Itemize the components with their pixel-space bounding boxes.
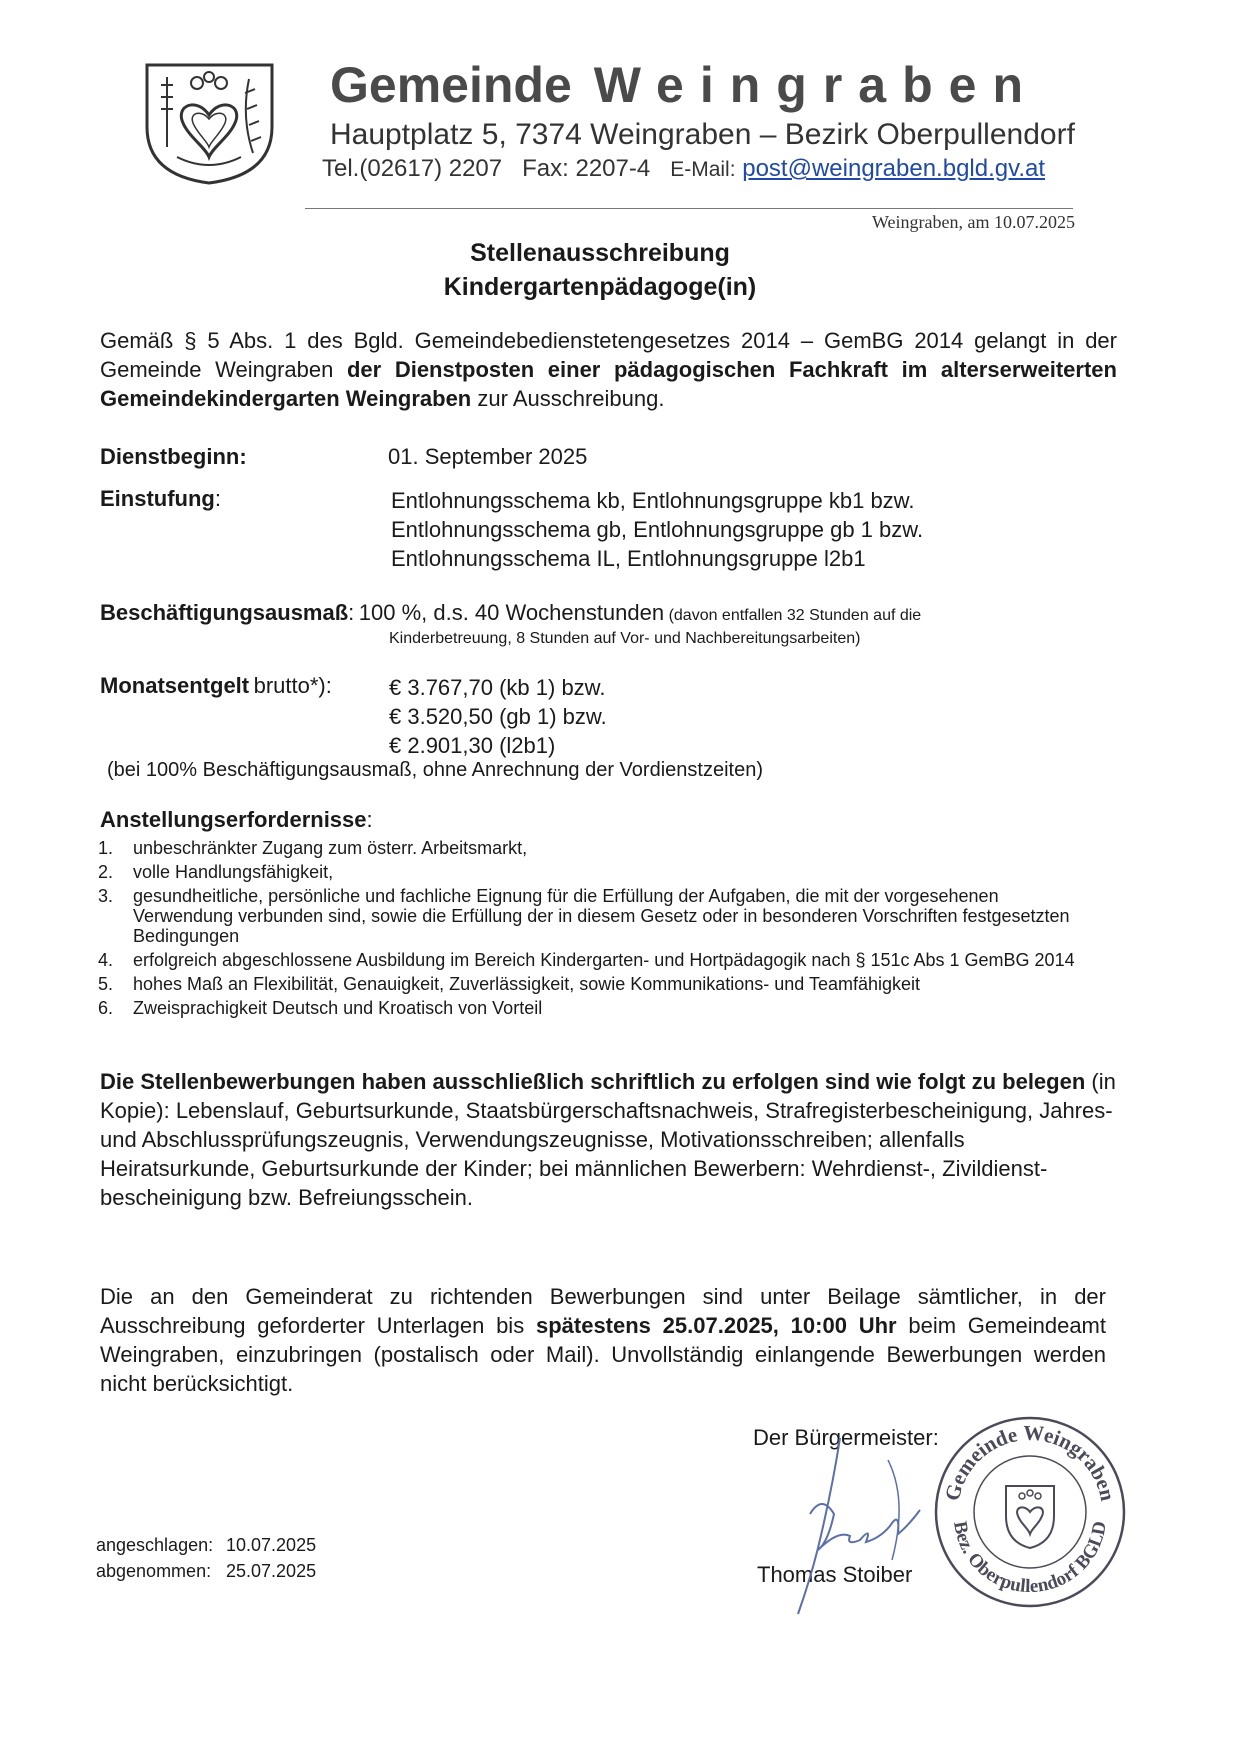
organization-name	[330, 57, 1039, 113]
list-item	[100, 998, 1090, 1018]
intro-text-1: Gemäß § 5 Abs. 1 des Bgld. Gemeindebedienstetengesetzes 2014 – GemBG 2014 gelangt in der Gemeinde Weingraben	[100, 328, 1117, 382]
list-item-number: 1.	[98, 838, 114, 858]
list-item	[100, 974, 1090, 994]
list-item-number: 4.	[98, 950, 114, 970]
extent-note: (davon entfallen 32 Stunden auf die	[668, 607, 922, 624]
phone-number: Tel.(02617) 2207	[322, 155, 503, 182]
salary-label: Monatsentgelt	[100, 673, 250, 698]
list-item-text: erfolgreich abgeschlossene Ausbildung im Bereich Kindergarten- und Hortpädagogik nach § 151c Abs 1 GemBG 2014	[133, 950, 1075, 970]
grade-label-row	[100, 486, 221, 512]
handwritten-signature-icon	[780, 1430, 950, 1620]
header-divider	[305, 208, 1073, 209]
list-item-number: 3.	[98, 886, 114, 906]
extent-note-continued: Kinderbetreuung, 8 Stunden auf Vor- und Nachbereitungsarbeiten)	[389, 630, 861, 647]
list-item	[100, 838, 1090, 858]
organization-town: Weingraben	[593, 57, 1039, 113]
posting-dates	[96, 1532, 316, 1584]
salary-line: € 3.520,50 (gb 1) bzw.	[389, 704, 607, 729]
list-item-text: volle Handlungsfähigkeit,	[133, 862, 334, 882]
start-value: 01. September 2025	[388, 444, 588, 469]
extent-colon: :	[348, 600, 355, 625]
list-item-number: 2.	[98, 862, 114, 882]
organization-address: Hauptplatz 5, 7374 Weingraben – Bezirk Oberpullendorf	[330, 118, 1075, 151]
documents-text-bold: Die Stellenbewerbungen haben ausschließlich schriftlich zu erfolgen sind wie folgt zu belegen	[100, 1069, 1086, 1094]
list-item-text: Zweisprachigkeit Deutsch und Kroatisch von Vorteil	[133, 998, 543, 1018]
list-item	[100, 886, 1090, 946]
grade-line: Entlohnungsschema IL, Entlohnungsgruppe l2b1	[391, 546, 866, 571]
signoff-role: Der Bürgermeister:	[753, 1425, 939, 1450]
official-seal-icon	[930, 1412, 1130, 1612]
grade-line: Entlohnungsschema kb, Entlohnungsgruppe kb1 bzw.	[391, 488, 915, 513]
organization-prefix: Gemeinde	[330, 57, 572, 113]
extent-row	[100, 600, 921, 626]
deadline-text-bold: spätestens 25.07.2025, 10:00 Uhr	[535, 1313, 897, 1338]
organization-contact	[322, 157, 1045, 181]
document-date: Weingraben, am 10.07.2025	[872, 212, 1076, 232]
intro-text-2: zur Ausschreibung.	[471, 386, 665, 411]
deadline-text-1: Die an den Gemeinderat zu richtenden Bewerbungen sind unter Beilage sämtlicher, in der Ausschreibung geforderter Unterlagen bis	[100, 1284, 1106, 1338]
list-item-text: hohes Maß an Flexibilität, Genauigkeit, Zuverlässigkeit, sowie Kommunikations- und Teamfähigkeit	[133, 974, 921, 994]
requirements-heading-row	[100, 807, 373, 833]
removed-label: abgenommen:	[96, 1561, 212, 1581]
list-item-text: gesundheitliche, persönliche und fachliche Eignung für die Erfüllung der Aufgaben, die mit der vorgesehenen Verwendung verbunden sind, sowie die Erfüllung der in diesem Gesetz oder in besonderen Vorschriften festgesetzten Bedingungen	[133, 886, 1070, 946]
documents-paragraph	[100, 1067, 1117, 1212]
start-label: Dienstbeginn:	[100, 444, 247, 469]
email-label: E-Mail:	[670, 158, 736, 181]
fax-number: Fax: 2207-4	[522, 155, 651, 182]
seal-bottom-text: Bez. Oberpullendorf BGLD	[949, 1519, 1111, 1598]
deadline-text-2: beim Gemeindeamt Weingraben, einzubringen (postalisch oder Mail). Unvollständig einlangende Bewerbungen werden nicht berücksichtigt.	[100, 1313, 1106, 1396]
salary-values	[389, 673, 607, 760]
requirements-heading: Anstellungserfordernisse	[100, 807, 367, 832]
salary-label-row	[100, 673, 332, 699]
grade-values	[391, 486, 923, 573]
deadline-paragraph	[100, 1282, 1106, 1398]
title-line-2: Kindergartenpädagoge(in)	[443, 273, 757, 301]
posted-row	[96, 1532, 316, 1558]
intro-paragraph	[100, 326, 1117, 413]
salary-note: (bei 100% Beschäftigungsausmaß, ohne Anrechnung der Vordienstzeiten)	[107, 759, 763, 781]
grade-line: Entlohnungsschema gb, Entlohnungsgruppe gb 1 bzw.	[391, 517, 924, 542]
municipal-crest-icon	[137, 57, 282, 187]
title-line-1: Stellenausschreibung	[470, 239, 730, 267]
list-item-number: 5.	[98, 974, 114, 994]
signer-name: Thomas Stoiber	[757, 1562, 913, 1587]
requirements-list	[100, 838, 1090, 1022]
grade-label: Einstufung	[100, 486, 215, 511]
salary-line: € 3.767,70 (kb 1) bzw.	[389, 675, 606, 700]
removed-date: 25.07.2025	[226, 1561, 317, 1581]
list-item-text: unbeschränkter Zugang zum österr. Arbeitsmarkt,	[133, 838, 528, 858]
intro-text-bold: der Dienstposten einer pädagogischen Fachkraft im alterserweiterten Gemeindekindergarten Weingraben	[100, 357, 1117, 411]
email-link[interactable]: post@weingraben.bgld.gv.at	[742, 155, 1046, 182]
requirements-colon: :	[366, 807, 373, 832]
document-title	[300, 236, 900, 304]
removed-row	[96, 1558, 316, 1584]
seal-top-text: Gemeinde Weingraben	[939, 1420, 1121, 1504]
extent-label: Beschäftigungsausmaß	[100, 600, 349, 625]
documents-text: (in Kopie): Lebenslauf, Geburtsurkunde, Staatsbürgerschaftsnachweis, Strafregisterbescheinigung, Jahres- und Abschlussprüfungszeugnis, Verwendungszeugnisse, Motivationsschreiben; allenfalls Heiratsurkunde, Geburtsurkunde der Kinder; bei männlichen Bewerbern: Wehrdienst-, Zivildienst-bescheinigung bzw. Befreiungsschein.	[100, 1069, 1116, 1210]
list-item	[100, 862, 1090, 882]
grade-colon: :	[214, 486, 221, 511]
extent-value: 100 %, d.s. 40 Wochenstunden	[358, 600, 665, 625]
list-item-number: 6.	[98, 998, 114, 1018]
list-item	[100, 950, 1090, 970]
salary-line: € 2.901,30 (l2b1)	[389, 733, 556, 758]
posted-date: 10.07.2025	[226, 1535, 317, 1555]
salary-label-suffix: brutto*):	[253, 673, 332, 698]
posted-label: angeschlagen:	[96, 1535, 214, 1555]
